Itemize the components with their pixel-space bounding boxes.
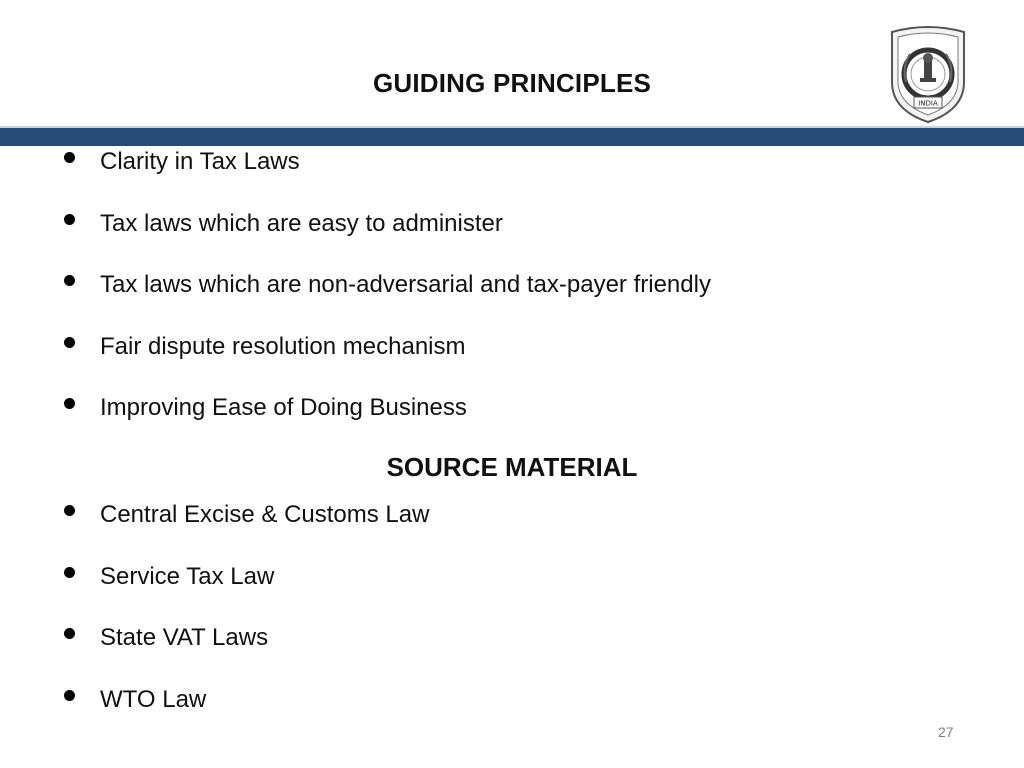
source-text: WTO Law [100, 685, 207, 713]
bullet-dot-icon [64, 505, 75, 516]
logo-badge-text: INDIA [918, 99, 938, 108]
list-item [0, 624, 1024, 686]
bullet-dot-icon [64, 337, 75, 348]
source-text: State VAT Laws [100, 624, 269, 651]
principle-text: Fair dispute resolution mechanism [100, 332, 466, 360]
emblem-shield-icon [886, 24, 970, 124]
list-item [0, 210, 1024, 272]
bullet-dot-icon [64, 398, 75, 409]
header-band [0, 128, 1024, 146]
list-item [0, 271, 1024, 333]
bullet-dot-icon [64, 567, 75, 578]
source-material-heading: SOURCE MATERIAL [386, 452, 638, 482]
sources-list [0, 501, 1024, 747]
bullet-dot-icon [64, 628, 75, 639]
principle-text: Improving Ease of Doing Business [100, 394, 467, 421]
principle-text: Tax laws which are easy to administer [100, 209, 503, 237]
bullet-dot-icon [64, 152, 75, 163]
list-item [0, 394, 1024, 456]
slide-title: GUIDING PRINCIPLES [372, 68, 652, 98]
list-item [0, 148, 1024, 210]
principle-text: Tax laws which are non-adversarial and tax-payer friendly [100, 271, 711, 298]
bullet-dot-icon [64, 275, 75, 286]
page-number: 27 [938, 724, 954, 740]
source-text: Service Tax Law [100, 562, 275, 590]
list-item [0, 501, 1024, 563]
principles-list [0, 148, 1024, 456]
bullet-dot-icon [64, 214, 75, 225]
list-item [0, 563, 1024, 625]
principle-text: Clarity in Tax Laws [100, 148, 300, 175]
bullet-dot-icon [64, 690, 75, 701]
source-text: Central Excise & Customs Law [100, 501, 430, 528]
list-item [0, 686, 1024, 748]
list-item [0, 333, 1024, 395]
